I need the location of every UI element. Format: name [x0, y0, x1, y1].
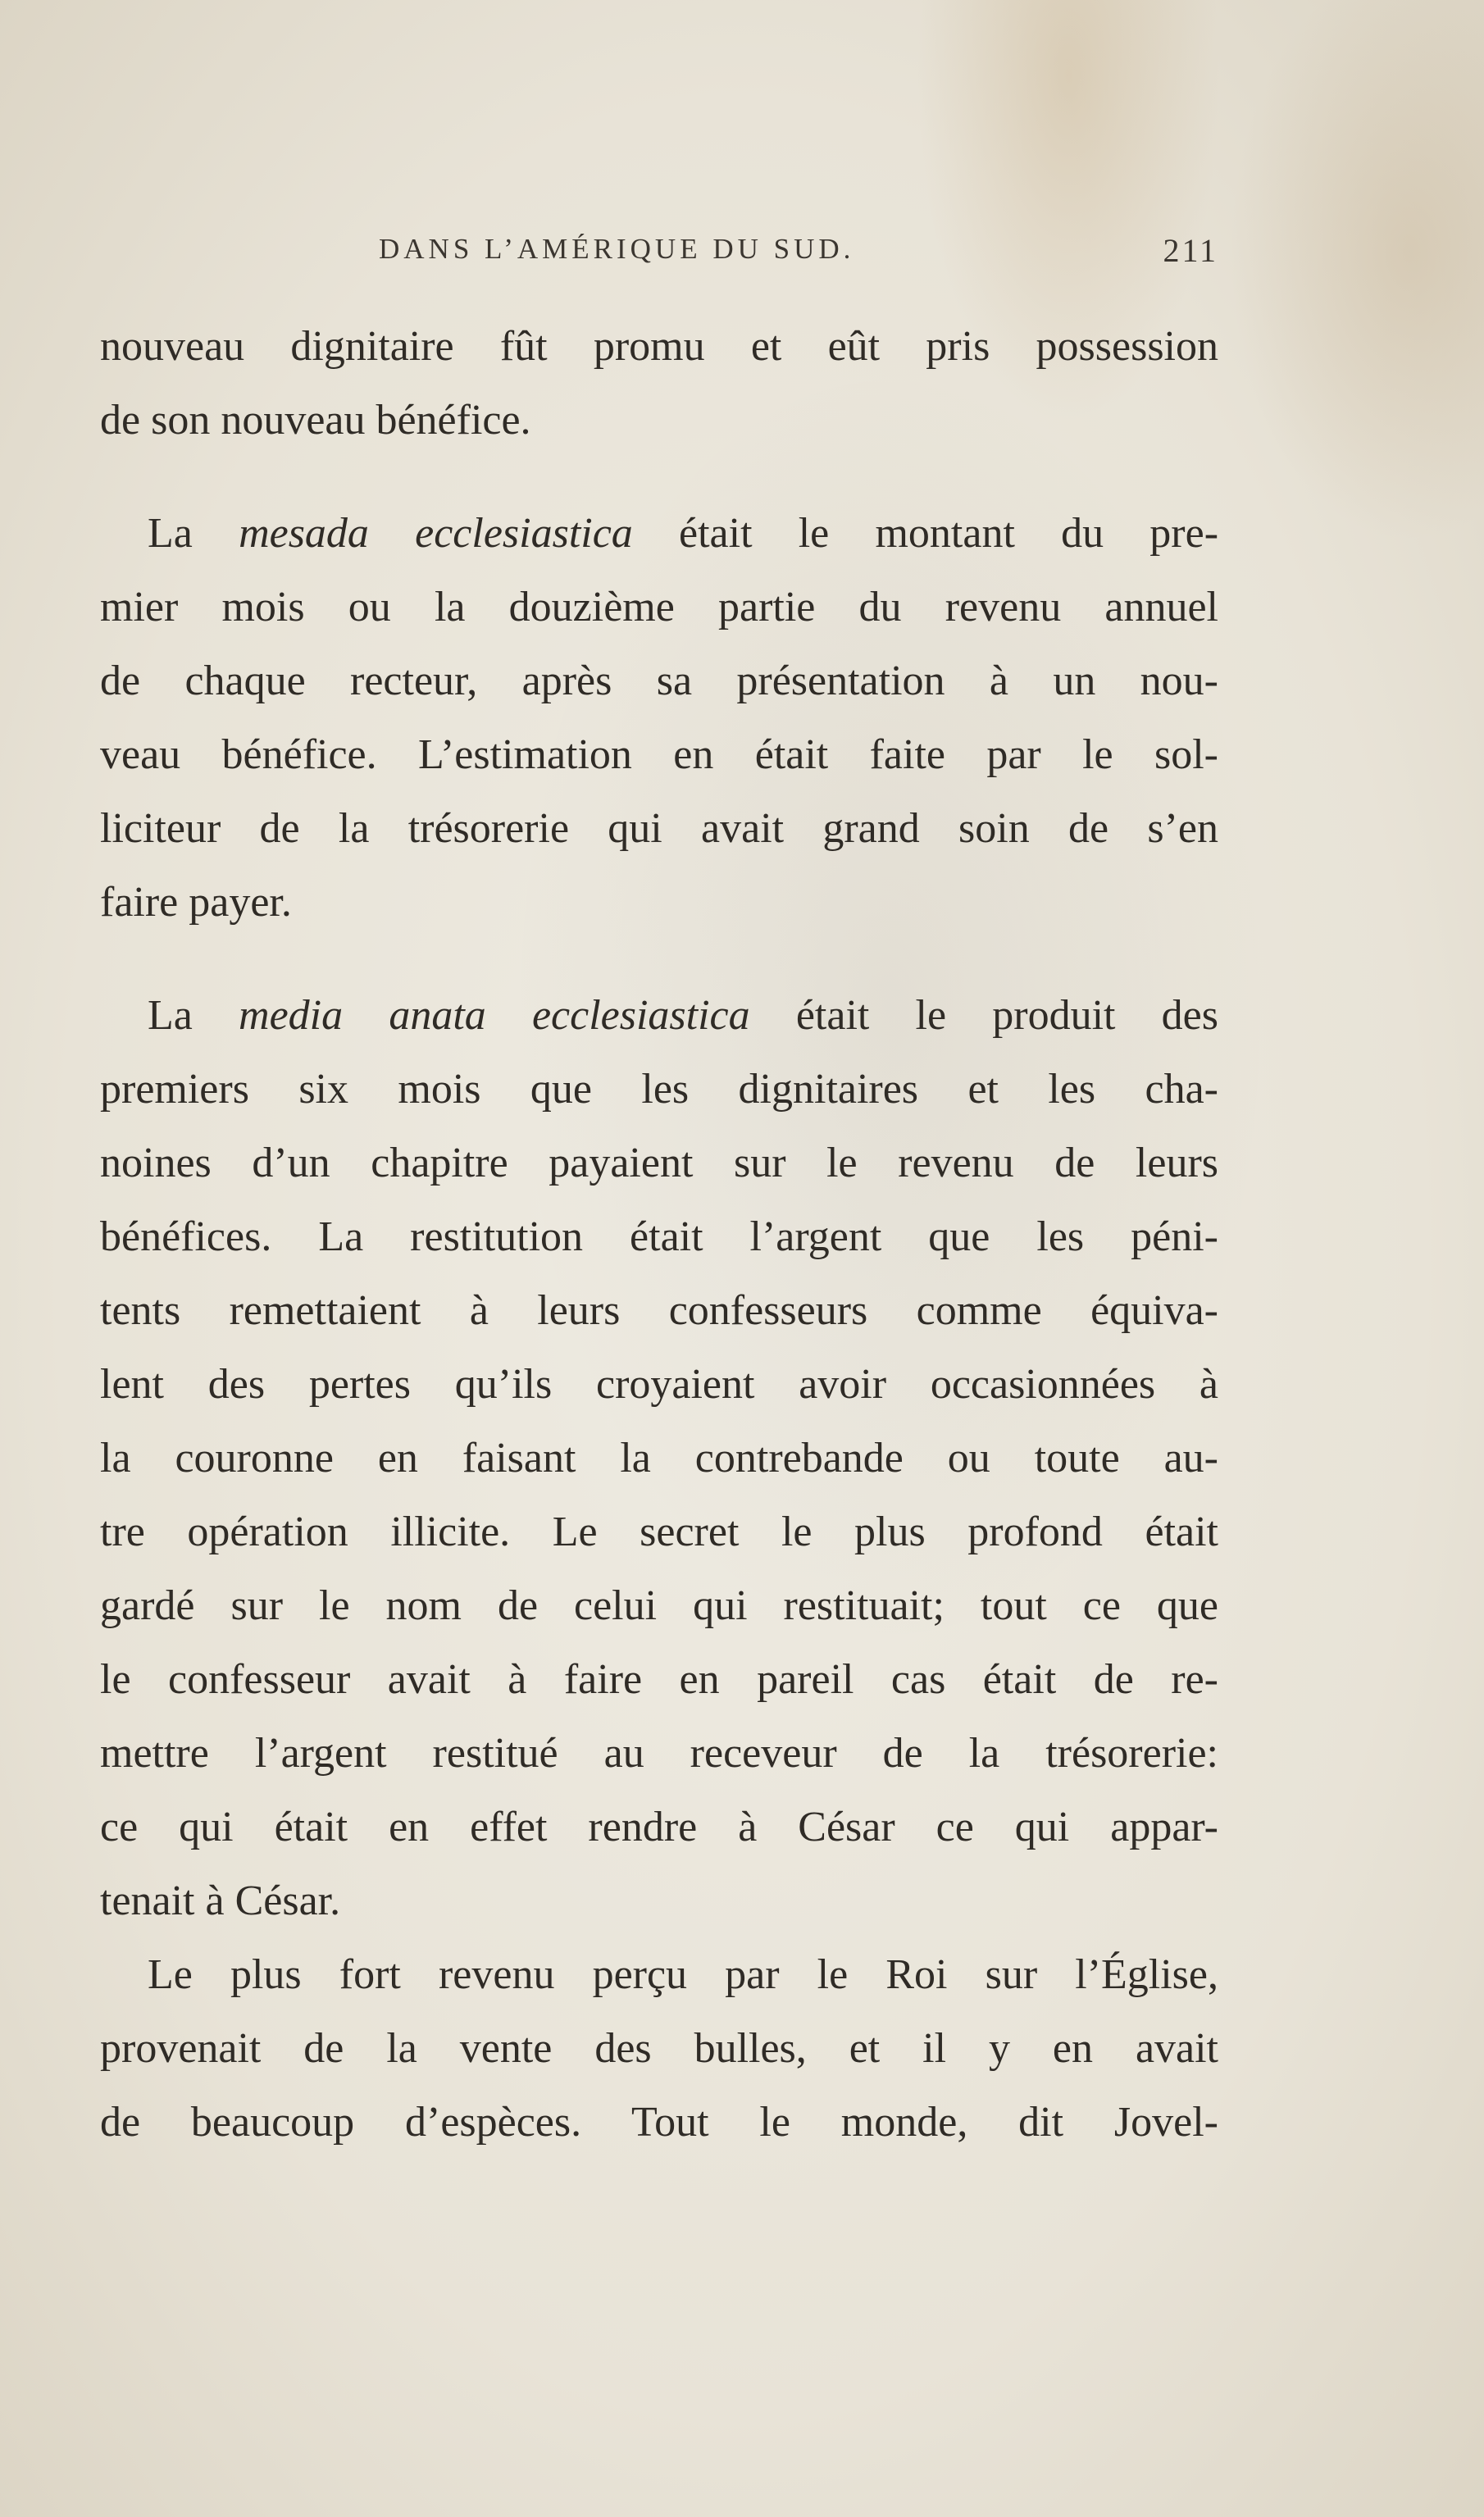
- text-line: veau bénéfice. L’estimation en était faite par le sol-: [100, 731, 1218, 778]
- text-line: gardé sur le nom de celui qui restituait; tout ce que: [100, 1582, 1218, 1629]
- text-line: liciteur de la trésorerie qui avait grand soin de s’en: [100, 805, 1218, 852]
- text-line: de son nouveau bénéfice.: [100, 397, 531, 444]
- paragraph-3: [100, 979, 1218, 1938]
- text-line: tenait à César.: [100, 1878, 341, 1924]
- running-head: [100, 233, 1218, 274]
- paragraph-4: [100, 1938, 1218, 2160]
- page-number: 211: [1163, 232, 1218, 269]
- text-line: La media anata ecclesiastica était le produit des: [148, 992, 1218, 1039]
- italic-term: media anata ecclesiastica: [239, 992, 750, 1039]
- paragraph-1: [100, 310, 1218, 457]
- text-line: La mesada ecclesiastica était le montant du pre-: [148, 510, 1219, 557]
- text-line: nouveau dignitaire fût promu et eût pris possession: [100, 323, 1218, 370]
- text-line: faire payer.: [100, 879, 292, 926]
- text-line: de chaque recteur, après sa présentation à un nou-: [100, 658, 1218, 704]
- text-line: de beaucoup d’espèces. Tout le monde, dit Jovel-: [100, 2099, 1218, 2146]
- text-line: bénéfices. La restitution était l’argent que les péni-: [100, 1213, 1218, 1260]
- text-line: premiers six mois que les dignitaires et les cha-: [100, 1066, 1218, 1113]
- text-line: le confesseur avait à faire en pareil cas était de re-: [100, 1656, 1218, 1703]
- text-line: tents remettaient à leurs confesseurs comme équiva-: [100, 1287, 1218, 1334]
- text-line: mier mois ou la douzième partie du revenu annuel: [100, 584, 1218, 630]
- running-title: DANS L’AMÉRIQUE DU SUD.: [379, 233, 855, 265]
- italic-term: mesada ecclesiastica: [239, 510, 633, 557]
- text-line: mettre l’argent restitué au receveur de la trésorerie:: [100, 1730, 1218, 1777]
- paragraph-2: [100, 497, 1218, 940]
- text-line: provenait de la vente des bulles, et il y en avait: [100, 2025, 1218, 2072]
- text-line: la couronne en faisant la contrebande ou toute au-: [100, 1435, 1218, 1482]
- text-line: Le plus fort revenu perçu par le Roi sur l’Église,: [148, 1951, 1218, 1998]
- text-line: tre opération illicite. Le secret le plus profond était: [100, 1509, 1218, 1555]
- text-line: noines d’un chapitre payaient sur le revenu de leurs: [100, 1140, 1218, 1186]
- body-text: [100, 310, 1218, 2160]
- text-line: lent des pertes qu’ils croyaient avoir occasionnées à: [100, 1361, 1218, 1408]
- text-line: ce qui était en effet rendre à César ce qui appar-: [100, 1804, 1218, 1850]
